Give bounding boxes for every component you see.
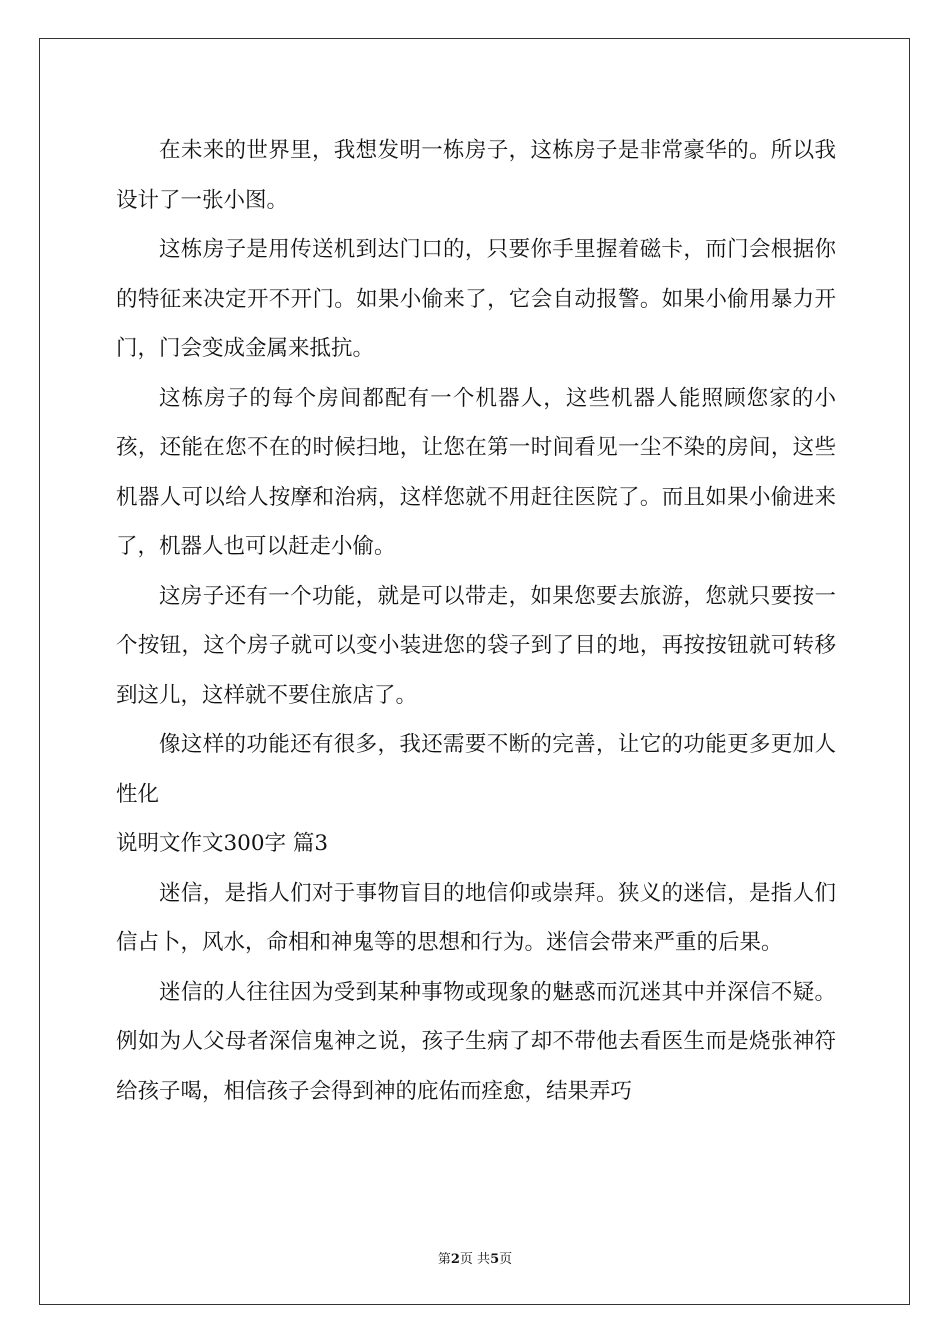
section-heading: 说明文作文300字 篇3 — [116, 831, 329, 856]
paragraph-2: 这栋房子是用传送机到达门口的，只要你手里握着磁卡，而门会根据你的特征来决定开不开门。如果小偷来了，它会自动报警。如果小偷用暴力开门，门会变成金属来抵抗。 — [116, 237, 836, 361]
paragraph-1: 在未来的世界里，我想发明一栋房子，这栋房子是非常豪华的。所以我设计了一张小图。 — [116, 138, 836, 213]
footer-page-mid: 页 共 — [459, 1252, 491, 1267]
paragraph-6: 迷信，是指人们对于事物盲目的地信仰或崇拜。狭义的迷信，是指人们信占卜，风水，命相和神鬼等的思想和行为。迷信会带来严重的后果。 — [116, 880, 836, 955]
footer-page-current: 2 — [450, 1252, 460, 1267]
paragraph-3: 这栋房子的每个房间都配有一个机器人，这些机器人能照顾您家的小孩，还能在您不在的时候扫地，让您在第一时间看见一尘不染的房间，这些机器人可以给人按摩和治病，这样您就不用赶往医院了。而且如果小偷进来了，机器人也可以赶走小偷。 — [116, 385, 836, 559]
footer-page-total: 5 — [490, 1252, 500, 1267]
footer-page-suffix: 页 — [499, 1252, 513, 1267]
page-footer — [0, 1248, 950, 1267]
paragraph-4: 这房子还有一个功能，就是可以带走，如果您要去旅游，您就只要按一个按钮，这个房子就可以变小装进您的袋子到了目的地，再按按钮就可转移到这儿，这样就不要住旅店了。 — [116, 583, 836, 708]
footer-page-prefix: 第 — [437, 1252, 451, 1267]
paragraph-5: 像这样的功能还有很多，我还需要不断的完善，让它的功能更多更加人性化 — [116, 732, 836, 807]
paragraph-7: 迷信的人往往因为受到某种事物或现象的魅惑而沉迷其中并深信不疑。例如为人父母者深信鬼神之说，孩子生病了却不带他去看医生而是烧张神符给孩子喝，相信孩子会得到神的庇佑而痊愈，结果弄巧 — [116, 979, 836, 1104]
document-body — [116, 126, 836, 1116]
